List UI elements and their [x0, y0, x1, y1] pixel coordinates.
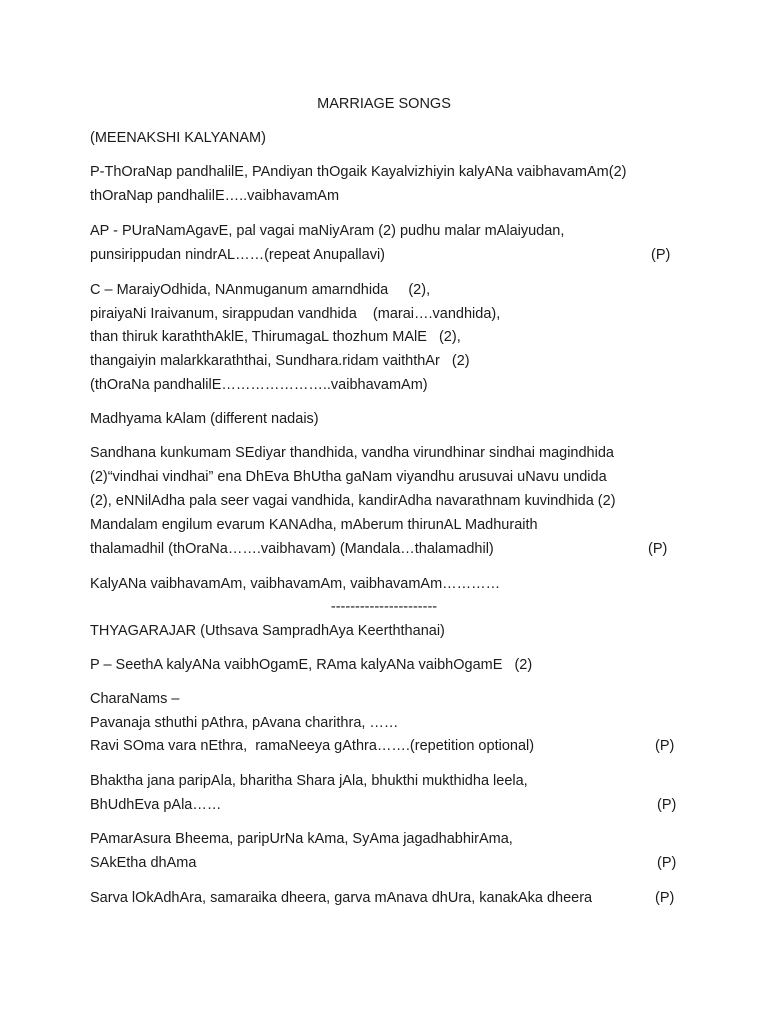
madhyama-line: (2), eNNilAdha pala seer vagai vandhida, kandirAdha navarathnam kuvindhida (2): [90, 493, 616, 509]
anupallavi-line: punsirippudan nindrAL……(repeat Anupallavi): [90, 247, 386, 263]
charanam-line: than thiruk karaththAklE, ThirumagaL thozhum MAlE (2),: [90, 329, 461, 345]
charanam-line: Bhaktha jana paripAla, bharitha Shara jAla, bhukthi mukthidha leela,: [90, 773, 528, 789]
pallavi-marker: (P): [657, 797, 677, 813]
pallavi-line: P – SeethA kalyANa vaibhOgamE, RAma kalyANa vaibhOgamE (2): [90, 657, 533, 673]
charanam-line: thangaiyin malarkkaraththai, Sundhara.ridam vaiththAr (2): [90, 353, 470, 369]
madhyama-line: Sandhana kunkumam SEdiyar thandhida, vandha virundhinar sindhai magindhida: [90, 445, 614, 461]
madhyama-line: thalamadhil (thOraNa…….vaibhavam) (Mandala…thalamadhil): [90, 541, 494, 557]
pallavi-marker: (P): [655, 890, 675, 906]
madhyama-line: (2)“vindhai vindhai” ena DhEva BhUtha gaNam viyandhu arusuvai uNavu undida: [90, 469, 607, 485]
separator-line: ----------------------: [330, 599, 438, 615]
pallavi-marker: (P): [655, 738, 675, 754]
kalyana-line: KalyANa vaibhavamAm, vaibhavamAm, vaibhavamAm…………: [90, 576, 501, 592]
charanam-line: Ravi SOma vara nEthra, ramaNeeya gAthra…….(repetition optional): [90, 738, 535, 754]
charanam-line: Sarva lOkAdhAra, samaraika dheera, garva mAnava dhUra, kanakAka dheera: [90, 890, 593, 906]
song-subtitle: (MEENAKSHI KALYANAM): [90, 130, 266, 146]
madhyama-line: Mandalam engilum evarum KANAdha, mAberum thirunAL Madhuraith: [90, 517, 538, 533]
charanam-line: PAmarAsura Bheema, paripUrNa kAma, SyAma jagadhabhirAma,: [90, 831, 513, 847]
charanam-line: piraiyaNi Iraivanum, sirappudan vandhida (marai….vandhida),: [90, 306, 501, 322]
pallavi-marker: (P): [648, 541, 668, 557]
charanam-line: C – MaraiyOdhida, NAnmuganum amarndhida (2),: [90, 282, 431, 298]
pallavi-marker: (P): [651, 247, 671, 263]
pallavi-line: P-ThOraNap pandhalilE, PAndiyan thOgaik Kayalvizhiyin kalyANa vaibhavamAm(2): [90, 164, 627, 180]
section-heading: THYAGARAJAR (Uthsava SampradhAya Keerththanai): [90, 623, 445, 639]
charanam-line: Pavanaja sthuthi pAthra, pAvana charithra, ……: [90, 715, 399, 731]
pallavi-line: thOraNap pandhalilE…..vaibhavamAm: [90, 188, 340, 204]
anupallavi-line: AP - PUraNamAgavE, pal vagai maNiyAram (2) pudhu malar mAlaiyudan,: [90, 223, 565, 239]
pallavi-marker: (P): [657, 855, 677, 871]
section-heading: Madhyama kAlam (different nadais): [90, 411, 319, 427]
charanam-line: SAkEtha dhAma: [90, 855, 197, 871]
charanam-line: BhUdhEva pAla……: [90, 797, 222, 813]
charanam-line: (thOraNa pandhalilE…………………..vaibhavamAm): [90, 377, 428, 393]
charanams-heading: CharaNams –: [90, 691, 180, 707]
page-title: MARRIAGE SONGS: [317, 96, 451, 112]
